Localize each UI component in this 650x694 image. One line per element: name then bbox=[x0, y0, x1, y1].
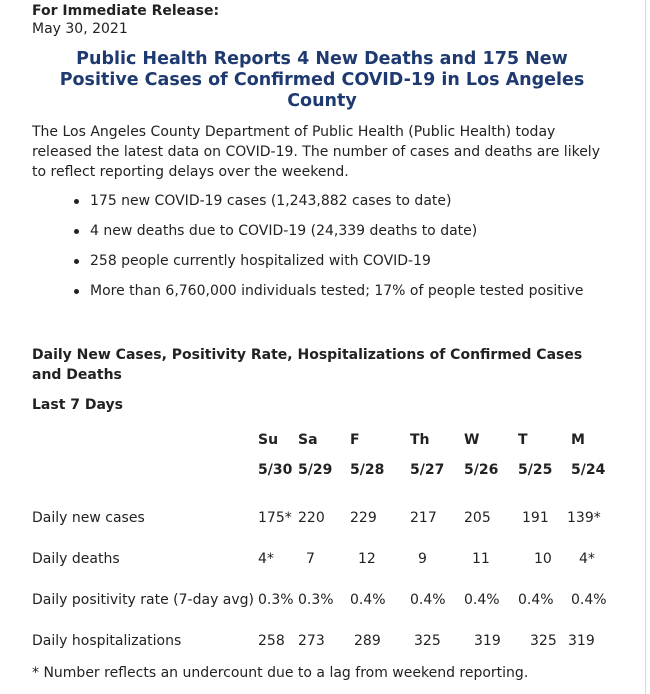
bullet-icon bbox=[74, 259, 79, 264]
table-cell: 319 bbox=[474, 633, 501, 649]
table-cell: 191 bbox=[522, 510, 549, 526]
headline: Public Health Reports 4 New Deaths and 175 New Positive Cases of Confirmed COVID-19 in Los Angeles County bbox=[59, 49, 585, 111]
bullet-text: 175 new COVID-19 cases (1,243,882 cases to date) bbox=[90, 193, 452, 209]
table-cell: 0.3% bbox=[258, 592, 294, 608]
table-cell: 258 bbox=[258, 633, 285, 649]
date-header: 5/25 bbox=[518, 462, 553, 478]
day-header: Th bbox=[410, 432, 430, 448]
summary-list bbox=[32, 191, 612, 301]
table-cell: 4* bbox=[258, 551, 274, 567]
list-item bbox=[58, 191, 612, 211]
table-cell: 0.4% bbox=[464, 592, 500, 608]
table-cell: 11 bbox=[472, 551, 490, 567]
day-header: Sa bbox=[298, 432, 318, 448]
table-cell: 10 bbox=[534, 551, 552, 567]
table-cell: 273 bbox=[298, 633, 325, 649]
table-cell: 217 bbox=[410, 510, 437, 526]
table-cell: 12 bbox=[358, 551, 376, 567]
date-header: 5/26 bbox=[464, 462, 499, 478]
day-header: T bbox=[518, 432, 528, 448]
bullet-text: 4 new deaths due to COVID-19 (24,339 deaths to date) bbox=[90, 223, 478, 239]
table-cell: 139* bbox=[567, 510, 601, 526]
day-header: M bbox=[571, 432, 585, 448]
table-cell: 325 bbox=[414, 633, 441, 649]
date-header: 5/29 bbox=[298, 462, 333, 478]
intro-paragraph: The Los Angeles County Department of Public Health (Public Health) today released the latest data on COVID-19. The number of cases and deaths are likely to reflect reporting delays over the weekend. bbox=[32, 124, 600, 180]
table-cell: 0.4% bbox=[571, 592, 607, 608]
footnote: * Number reflects an undercount due to a lag from weekend reporting. bbox=[32, 665, 529, 681]
table-cell: 319 bbox=[568, 633, 595, 649]
day-header: W bbox=[464, 432, 480, 448]
list-item bbox=[58, 251, 612, 271]
row-label: Daily new cases bbox=[32, 510, 145, 526]
table-cell: 175* bbox=[258, 510, 292, 526]
table-subtitle: Last 7 Days bbox=[32, 397, 123, 413]
row-label: Daily deaths bbox=[32, 551, 120, 567]
table-cell: 325 bbox=[530, 633, 557, 649]
table-cell: 289 bbox=[354, 633, 381, 649]
table-cell: 220 bbox=[298, 510, 325, 526]
table-cell: 0.3% bbox=[298, 592, 334, 608]
table-cell: 0.4% bbox=[410, 592, 446, 608]
table-cell: 7 bbox=[306, 551, 315, 567]
bullet-text: More than 6,760,000 individuals tested; 17% of people tested positive bbox=[90, 283, 584, 299]
bullet-icon bbox=[74, 289, 79, 294]
list-item bbox=[58, 281, 612, 301]
table-cell: 229 bbox=[350, 510, 377, 526]
table-cell: 4* bbox=[579, 551, 595, 567]
row-label: Daily positivity rate (7-day avg) bbox=[32, 592, 255, 608]
table-cell: 205 bbox=[464, 510, 491, 526]
page-border bbox=[645, 0, 646, 694]
date-header: 5/30 bbox=[258, 462, 293, 478]
row-label: Daily hospitalizations bbox=[32, 633, 182, 649]
table-cell: 9 bbox=[418, 551, 427, 567]
bullet-icon bbox=[74, 229, 79, 234]
date-header: 5/27 bbox=[410, 462, 445, 478]
list-item bbox=[58, 221, 612, 241]
day-header: Su bbox=[258, 432, 279, 448]
day-header: F bbox=[350, 432, 360, 448]
bullet-text: 258 people currently hospitalized with COVID-19 bbox=[90, 253, 431, 269]
press-release bbox=[32, 0, 612, 414]
date-header: 5/24 bbox=[571, 462, 606, 478]
table-title: Daily New Cases, Positivity Rate, Hospitalizations of Confirmed Cases and Deaths bbox=[32, 347, 583, 383]
table-cell: 0.4% bbox=[518, 592, 554, 608]
date-header: 5/28 bbox=[350, 462, 385, 478]
release-date: May 30, 2021 bbox=[32, 21, 128, 37]
bullet-icon bbox=[74, 199, 79, 204]
table-cell: 0.4% bbox=[350, 592, 386, 608]
release-label: For Immediate Release: bbox=[32, 3, 220, 19]
